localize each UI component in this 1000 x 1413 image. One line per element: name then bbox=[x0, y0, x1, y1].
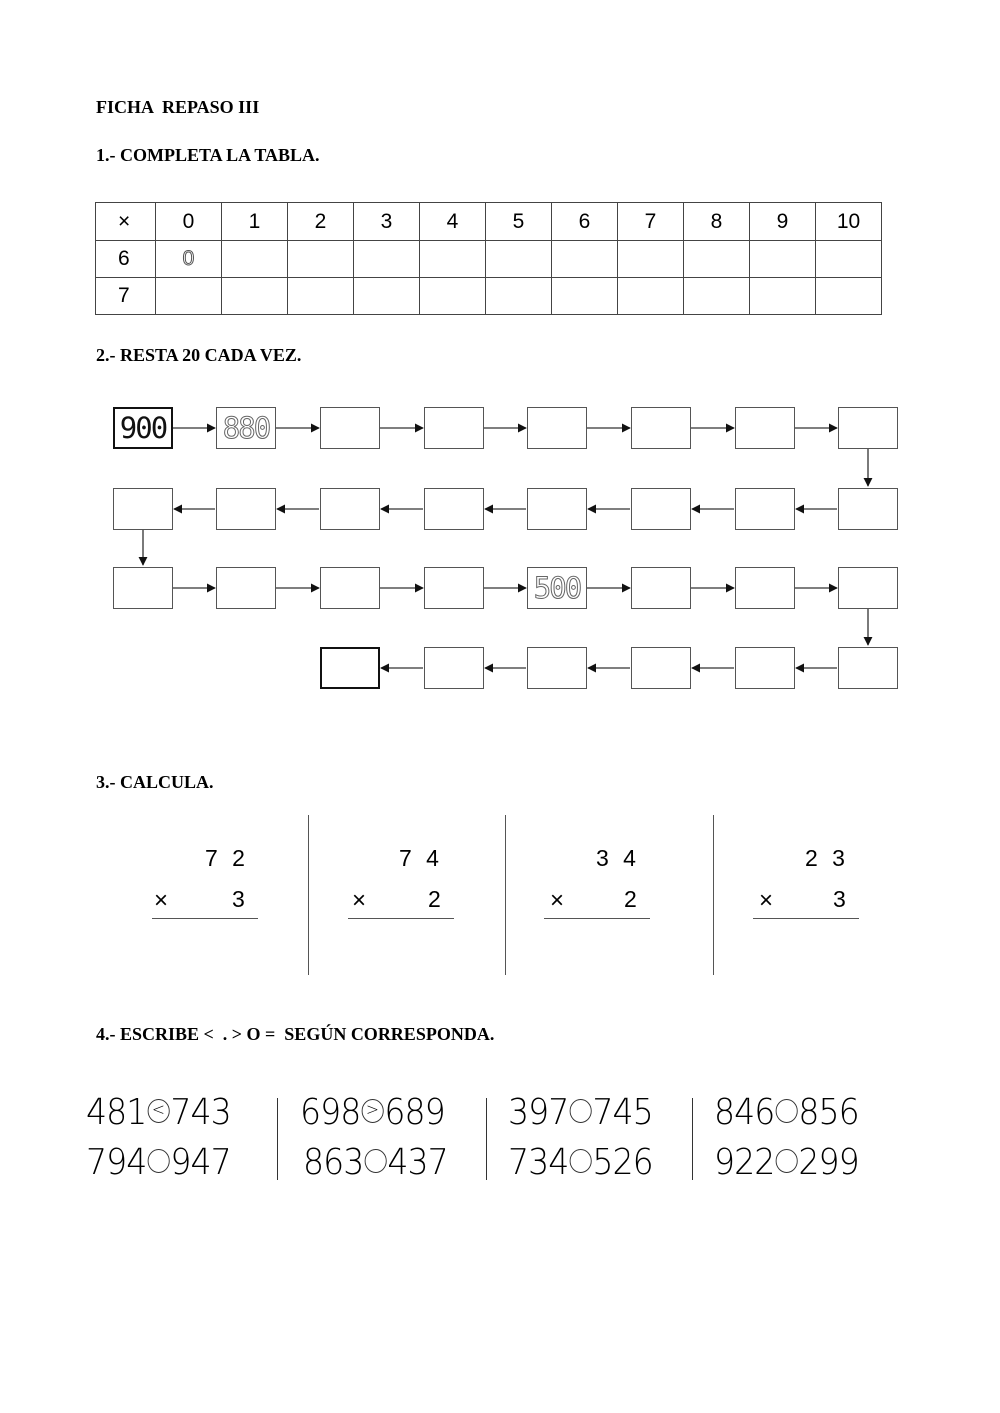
table-header-cell: 10 bbox=[816, 203, 882, 241]
result-line bbox=[544, 918, 650, 919]
column-divider bbox=[308, 815, 309, 975]
left-number: 922 bbox=[714, 1142, 775, 1183]
column-divider bbox=[277, 1098, 278, 1180]
result-line bbox=[753, 918, 859, 919]
comparison-circle[interactable] bbox=[569, 1149, 591, 1173]
multiplicand: 3 4 bbox=[596, 845, 640, 871]
row-label: 6 bbox=[96, 241, 156, 278]
column-divider bbox=[713, 815, 714, 975]
column-divider bbox=[692, 1098, 693, 1180]
table-header-cell: 2 bbox=[288, 203, 354, 241]
section3-heading: 3.- CALCULA. bbox=[96, 772, 214, 792]
multiplicand: 7 2 bbox=[205, 845, 249, 871]
times-sign: × bbox=[550, 887, 565, 914]
row-label: 7 bbox=[96, 278, 156, 315]
multiplier: 3 bbox=[232, 886, 245, 912]
answer-cell[interactable]: 0 bbox=[156, 241, 222, 278]
comparison-item bbox=[714, 1142, 859, 1183]
comparison-circle[interactable]: < bbox=[147, 1099, 169, 1123]
chain-hint-box[interactable]: 500 bbox=[527, 567, 587, 609]
multiplicand: 7 4 bbox=[399, 845, 443, 871]
right-number: 745 bbox=[592, 1092, 653, 1133]
result-line bbox=[152, 918, 258, 919]
table-header-cell: 3 bbox=[354, 203, 420, 241]
comparison-item bbox=[714, 1092, 859, 1133]
table-header-cell: 8 bbox=[684, 203, 750, 241]
right-number: 947 bbox=[170, 1142, 231, 1183]
multiplier: 3 bbox=[833, 886, 846, 912]
table-header-cell: × bbox=[96, 203, 156, 241]
times-sign: × bbox=[759, 887, 774, 914]
table-header-cell: 0 bbox=[156, 203, 222, 241]
comparison-item bbox=[508, 1092, 653, 1133]
right-number: 743 bbox=[170, 1092, 231, 1133]
right-number: 689 bbox=[384, 1092, 445, 1133]
section2-heading: 2.- RESTA 20 CADA VEZ. bbox=[96, 345, 302, 365]
comparison-item bbox=[86, 1092, 231, 1133]
comparison-circle[interactable] bbox=[775, 1099, 797, 1123]
table-header-cell: 4 bbox=[420, 203, 486, 241]
comparison-item bbox=[303, 1142, 448, 1183]
comparison-item bbox=[86, 1142, 231, 1183]
times-sign: × bbox=[352, 887, 367, 914]
left-number: 863 bbox=[303, 1142, 364, 1183]
right-number: 437 bbox=[387, 1142, 448, 1183]
chain-example-box[interactable]: 880 bbox=[216, 407, 276, 449]
page-title: FICHA REPASO III bbox=[96, 97, 260, 117]
times-sign: × bbox=[154, 887, 169, 914]
column-divider bbox=[505, 815, 506, 975]
left-number: 846 bbox=[714, 1092, 775, 1133]
left-number: 397 bbox=[508, 1092, 569, 1133]
result-line bbox=[348, 918, 454, 919]
multiplicand: 2 3 bbox=[805, 845, 849, 871]
table-header-cell: 9 bbox=[750, 203, 816, 241]
table-header-cell: 7 bbox=[618, 203, 684, 241]
right-number: 526 bbox=[592, 1142, 653, 1183]
left-number: 734 bbox=[508, 1142, 569, 1183]
comparison-circle[interactable] bbox=[775, 1149, 797, 1173]
comparison-circle[interactable]: > bbox=[361, 1099, 383, 1123]
multiplier: 2 bbox=[624, 886, 637, 912]
comparison-item bbox=[508, 1142, 653, 1183]
comparison-circle[interactable] bbox=[147, 1149, 169, 1173]
right-number: 299 bbox=[798, 1142, 859, 1183]
section4-heading: 4.- ESCRIBE < . > O = SEGÚN CORRESPONDA. bbox=[96, 1024, 495, 1044]
table-header-cell: 5 bbox=[486, 203, 552, 241]
left-number: 794 bbox=[86, 1142, 147, 1183]
left-number: 481 bbox=[86, 1092, 147, 1133]
chain-start-box[interactable]: 900 bbox=[113, 407, 173, 449]
comparison-circle[interactable] bbox=[364, 1149, 386, 1173]
multiplier: 2 bbox=[428, 886, 441, 912]
comparison-item bbox=[300, 1092, 445, 1133]
column-divider bbox=[486, 1098, 487, 1180]
comparison-circle[interactable] bbox=[569, 1099, 591, 1123]
right-number: 856 bbox=[798, 1092, 859, 1133]
left-number: 698 bbox=[300, 1092, 361, 1133]
table-header-cell: 1 bbox=[222, 203, 288, 241]
table-header-cell: 6 bbox=[552, 203, 618, 241]
section1-heading: 1.- COMPLETA LA TABLA. bbox=[96, 145, 320, 165]
